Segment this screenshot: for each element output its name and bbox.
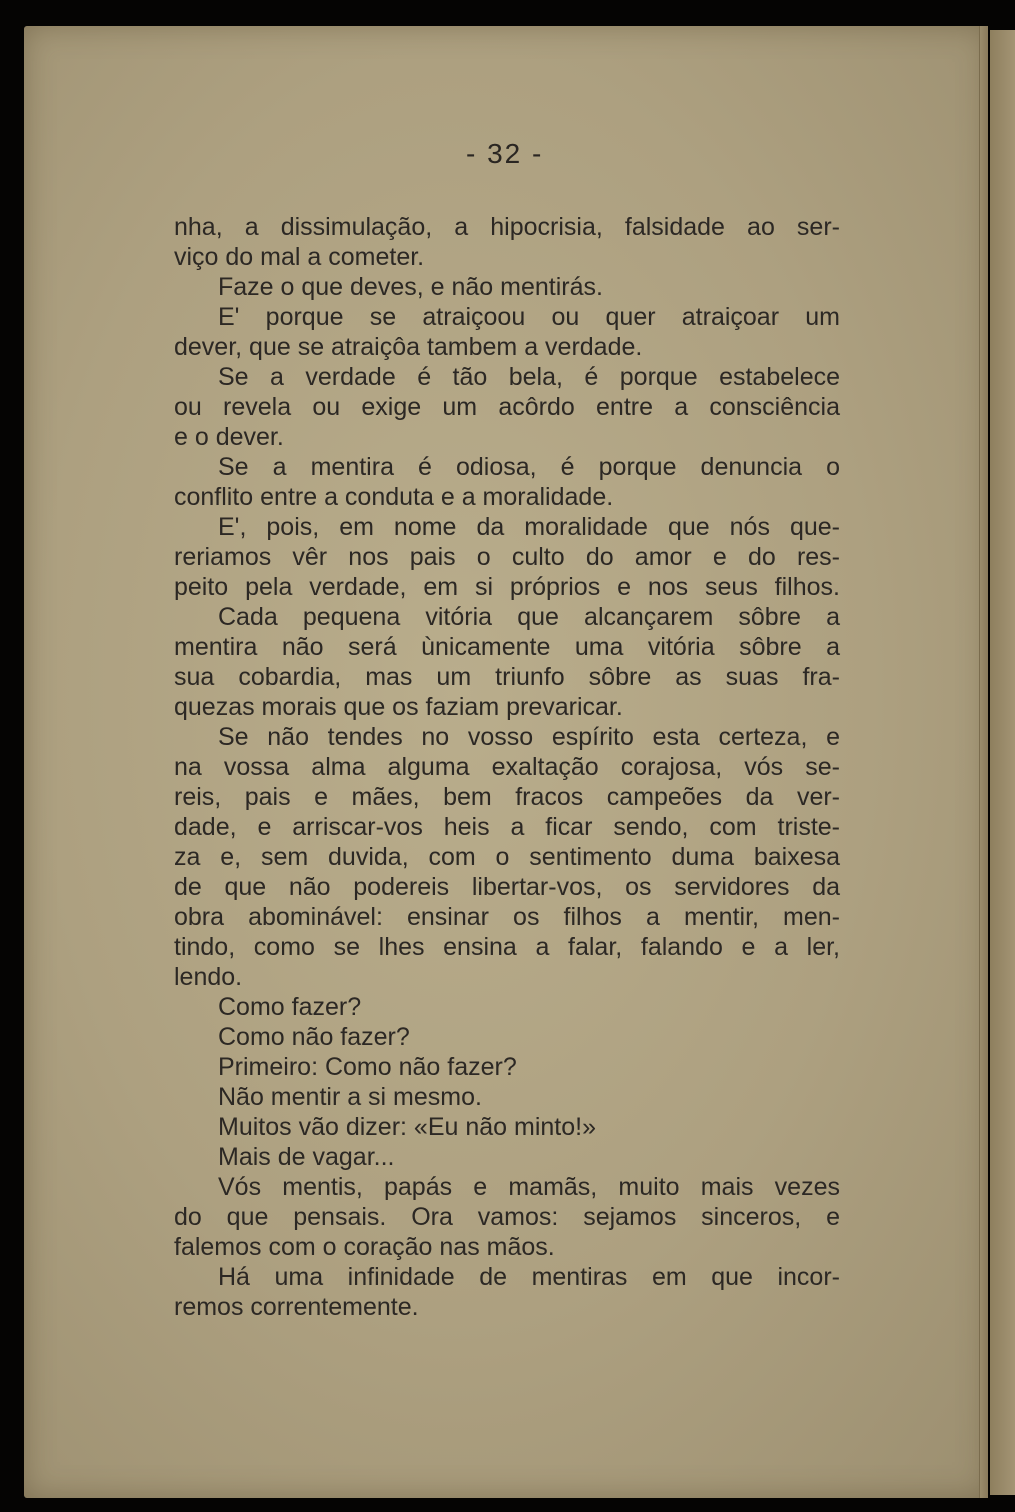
- text-line: Se a verdade é tão bela, é porque estabelece: [218, 363, 840, 391]
- text-line: lendo.: [174, 963, 243, 991]
- text-line: viço do mal a cometer.: [174, 243, 425, 271]
- text-line: nha, a dissimulação, a hipocrisia, falsidade ao ser-: [174, 213, 840, 241]
- text-line: za e, sem duvida, com o sentimento duma baixesa: [174, 843, 840, 871]
- text-line: obra abominável: ensinar os filhos a mentir, men-: [174, 903, 840, 931]
- text-line: reriamos vêr nos pais o culto do amor e do res-: [174, 543, 840, 571]
- text-line: Cada pequena vitória que alcançarem sôbre a: [218, 603, 840, 631]
- text-line: e o dever.: [174, 423, 284, 451]
- text-line: Como fazer?: [218, 993, 362, 1021]
- text-line: Não mentir a si mesmo.: [218, 1083, 482, 1111]
- text-line: tindo, como se lhes ensina a falar, falando e a ler,: [174, 933, 840, 961]
- adjacent-page-edge: [990, 30, 1015, 1495]
- text-line: remos correntemente.: [174, 1293, 419, 1321]
- text-line: conflito entre a conduta e a moralidade.: [174, 483, 614, 511]
- text-line: reis, pais e mães, bem fracos campeões da ver-: [174, 783, 840, 811]
- text-line: quezas morais que os faziam prevaricar.: [174, 693, 623, 721]
- text-line: peito pela verdade, em si próprios e nos seus filhos.: [174, 573, 840, 601]
- text-line: Vós mentis, papás e mamãs, muito mais vezes: [218, 1173, 840, 1201]
- text-line: do que pensais. Ora vamos: sejamos sinceros, e: [174, 1203, 840, 1231]
- text-line: Primeiro: Como não fazer?: [218, 1053, 517, 1081]
- text-line: Como não fazer?: [218, 1023, 410, 1051]
- text-line: mentira não será ùnicamente uma vitória sôbre a: [174, 633, 840, 661]
- body-text: [174, 212, 840, 1322]
- text-line: dever, que se atraiçôa tambem a verdade.: [174, 333, 643, 361]
- page-number: - 32 -: [466, 138, 544, 169]
- text-line: sua cobardia, mas um triunfo sôbre as suas fra-: [174, 663, 840, 691]
- text-line: Mais de vagar...: [218, 1143, 395, 1171]
- text-line: Faze o que deves, e não mentirás.: [218, 273, 603, 301]
- text-line: Se não tendes no vosso espírito esta certeza, e: [218, 723, 840, 751]
- text-line: Há uma infinidade de mentiras em que incor-: [218, 1263, 840, 1291]
- text-line: Muitos vão dizer: «Eu não minto!»: [218, 1113, 596, 1141]
- text-line: E' porque se atraiçoou ou quer atraiçoar um: [218, 303, 840, 331]
- text-line: dade, e arriscar-vos heis a ficar sendo, com triste-: [174, 813, 840, 841]
- page-fold-edge: [979, 26, 988, 1498]
- text-line: falemos com o coração nas mãos.: [174, 1233, 555, 1261]
- text-line: ou revela ou exige um acôrdo entre a consciência: [174, 393, 840, 421]
- text-line: E', pois, em nome da moralidade que nós que-: [218, 513, 840, 541]
- text-line: de que não podereis libertar-vos, os servidores da: [174, 873, 840, 901]
- text-line: na vossa alma alguma exaltação corajosa, vós se-: [174, 753, 840, 781]
- text-line: Se a mentira é odiosa, é porque denuncia o: [218, 453, 840, 481]
